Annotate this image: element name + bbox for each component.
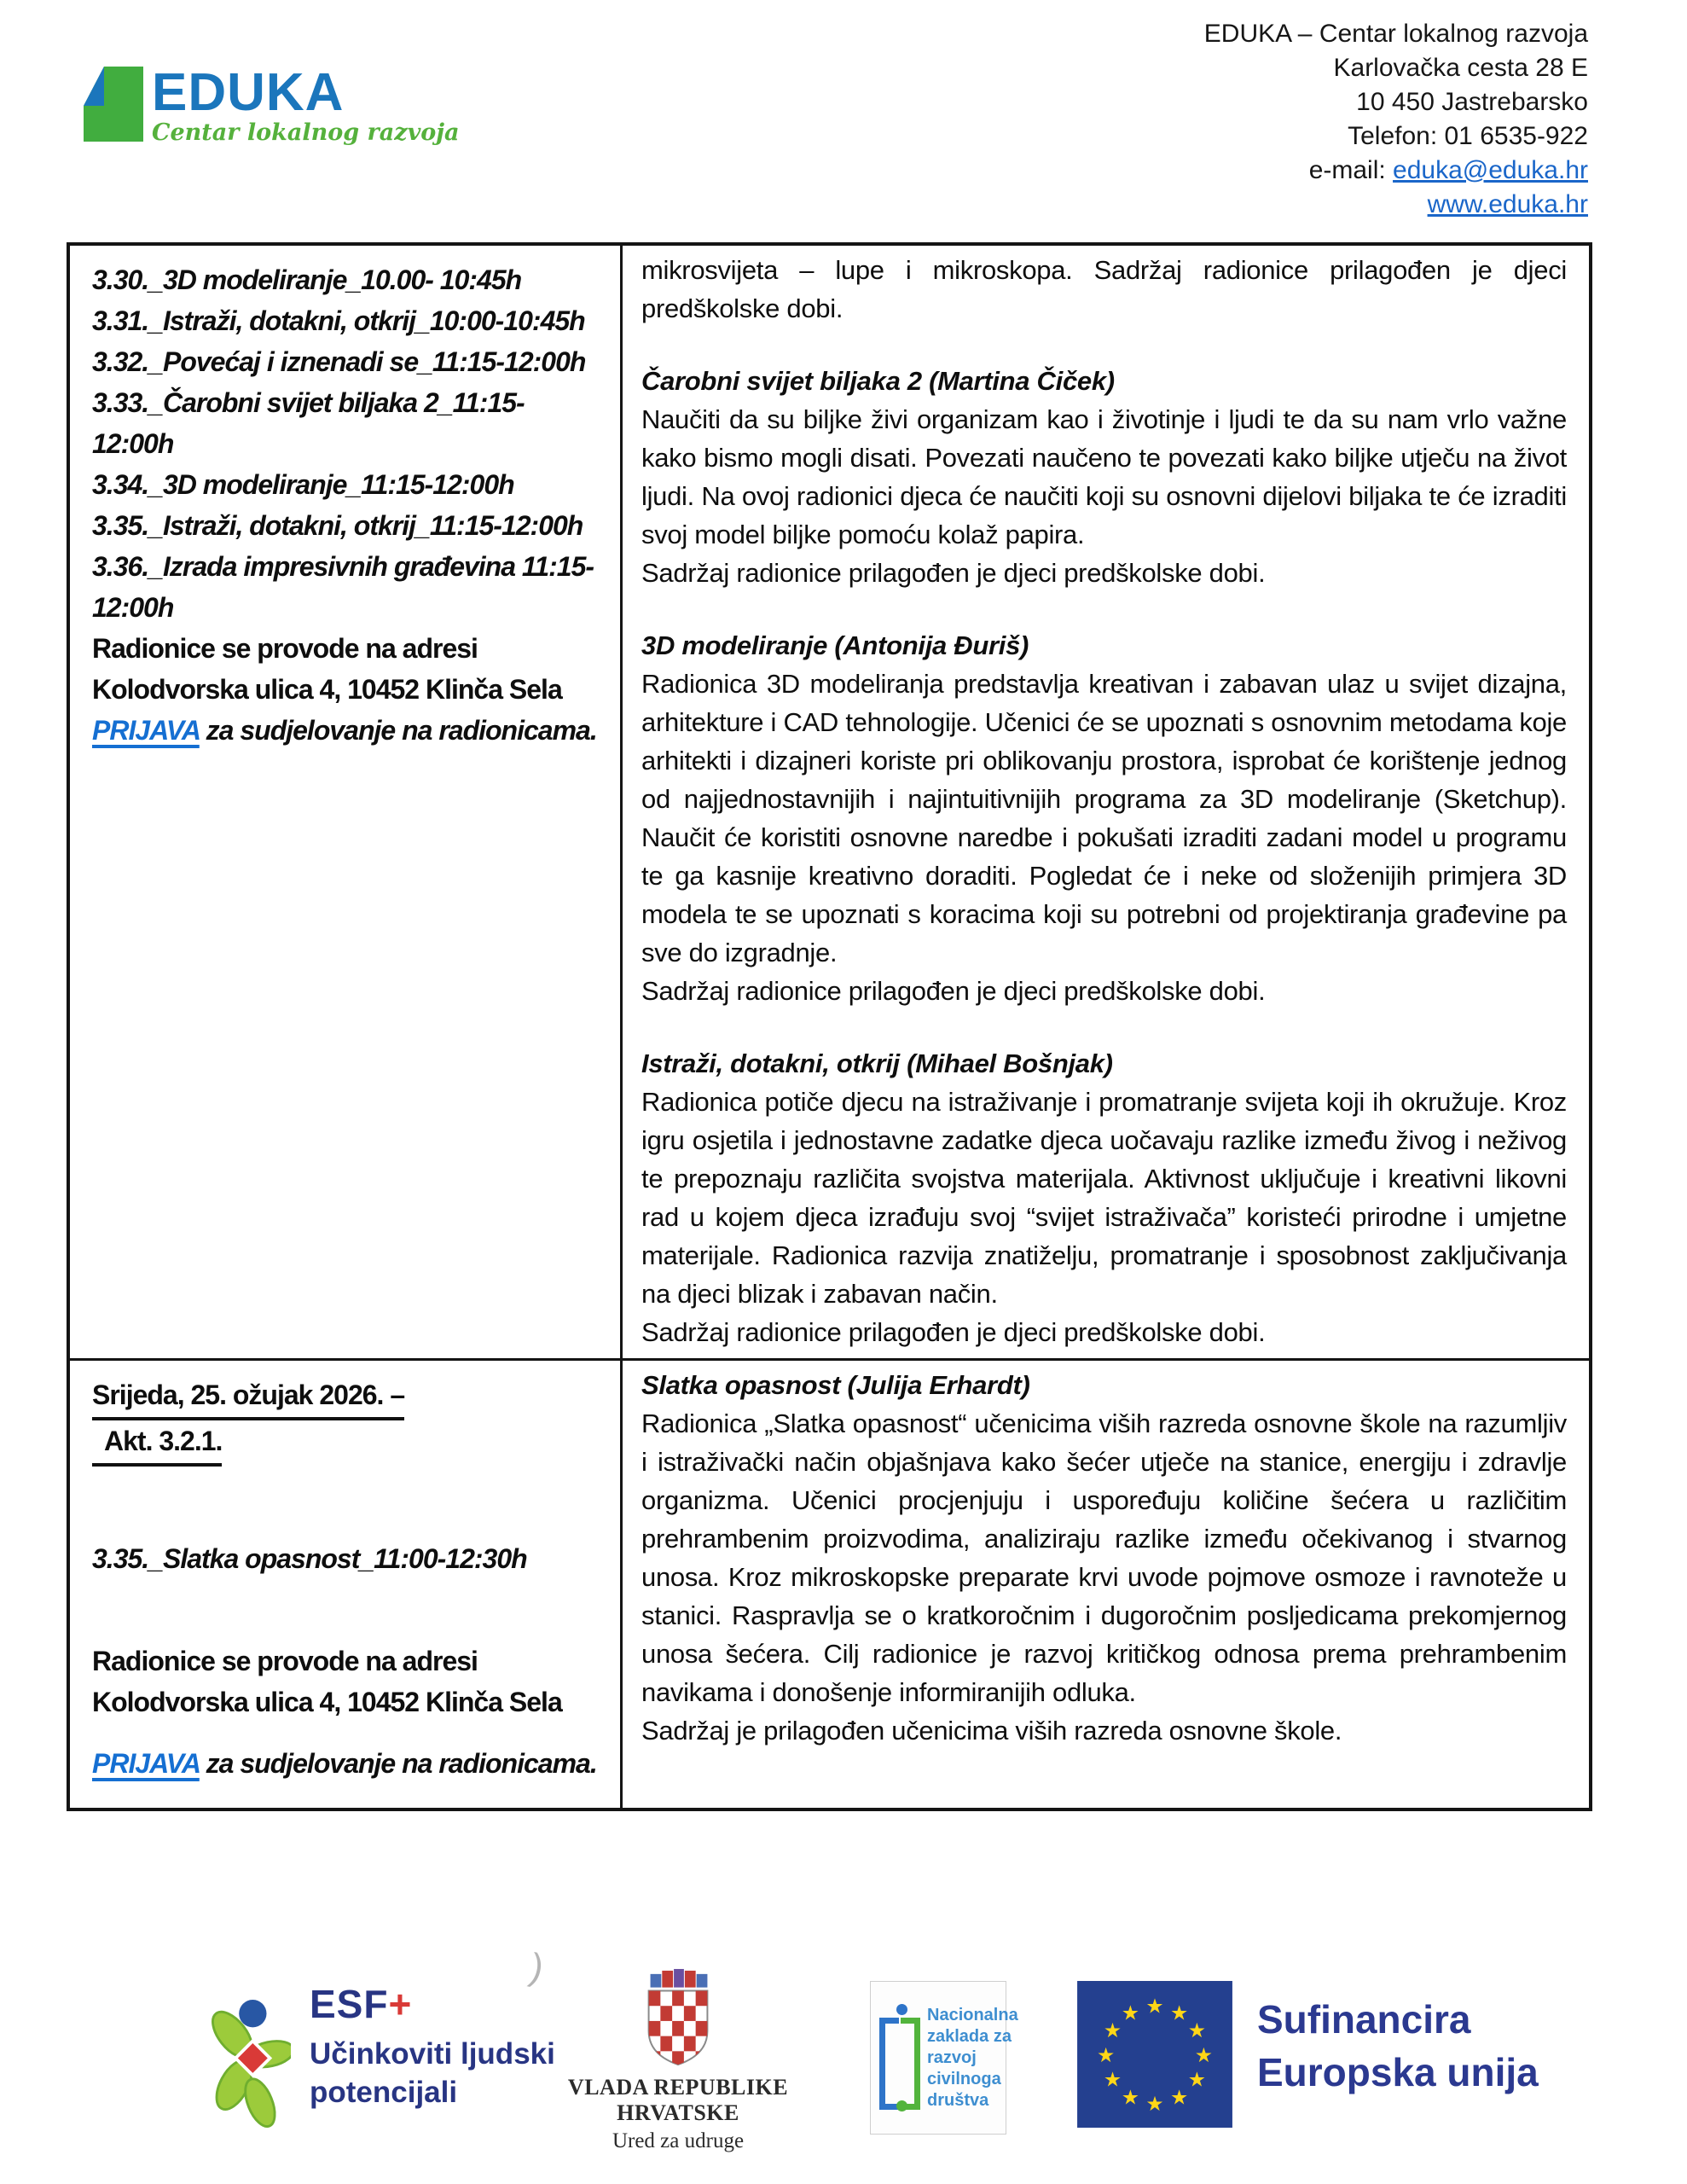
activity-code: Akt. 3.2.1. xyxy=(92,1420,222,1467)
description-cell-row1 xyxy=(623,246,1589,1358)
venue-line: Kolodvorska ulica 4, 10452 Klinča Sela xyxy=(92,674,562,705)
workshop-body: Radionica 3D modeliranja predstavlja kreativan i zabavan ulaz u svijet dizajna, arhitekture i CAD tehnologije. Učenici će se upoznati s osnovnim metodama koje arhitekti i dizajneri koriste pri oblikovanju prostora, isprobat će korištenje jednog od najjednostavnijih i najintuitivnijih programa za 3D modeliranje (Sketchup). Naučit će koristiti osnovne naredbe i pokušati izraditi zadani model u programu te ga kasnije kreativno doraditi. Pogledat će i neke od složenijih primjera 3D modela te se upoznati s koracima koji su potrebni od projektiranja građevine pa sve do izgradnje. xyxy=(641,669,1567,967)
svg-text:★: ★ xyxy=(1097,2042,1116,2067)
workshop-title: Istraži, dotakni, otkrij (Mihael Bošnjak) xyxy=(641,1048,1113,1078)
vlada-logo xyxy=(546,1967,810,2153)
eduka-logo-icon xyxy=(84,67,143,142)
prijava-link[interactable]: PRIJAVA xyxy=(92,715,200,746)
scan-artifact: ) xyxy=(526,1946,548,1989)
table-row xyxy=(70,1358,1589,1808)
svg-text:★: ★ xyxy=(1194,2042,1213,2067)
brackets-icon xyxy=(876,2002,925,2113)
schedule-item: 3.31._Istraži, dotakni, otkrij_10:00-10:45h xyxy=(92,305,585,336)
contact-web-line xyxy=(1204,188,1588,222)
schedule-cell-row1 xyxy=(70,246,623,1358)
prijava-link[interactable]: PRIJAVA xyxy=(92,1748,200,1779)
svg-text:★: ★ xyxy=(1121,2001,1139,2025)
contact-street: Karlovačka cesta 28 E xyxy=(1333,54,1588,82)
vlada-subtitle: Ured za udruge xyxy=(612,2129,745,2152)
esf-brand: ESF+ xyxy=(310,1982,413,2026)
svg-text:★: ★ xyxy=(1121,2085,1139,2110)
eu-flag-icon xyxy=(1076,1981,1233,2128)
signup-sentence xyxy=(92,1743,605,1784)
venue-line: Radionice se provode na adresi xyxy=(92,1646,478,1676)
contact-email-line xyxy=(1204,154,1588,188)
zaklada-line: razvoj xyxy=(927,2048,977,2067)
zaklada-logo xyxy=(870,1981,1018,2135)
eduka-logo xyxy=(84,63,460,146)
esf-plus: + xyxy=(388,1982,413,2026)
eduka-logo-tagline: Centar lokalnog razvoja xyxy=(152,119,460,146)
workshop-intro: mikrosvijeta – lupe i mikroskopa. Sadržaj radionice prilagođen je djeci predškolske dobi. xyxy=(641,255,1567,323)
workshop-body: Radionica „Slatka opasnost“ učenicima viših razreda osnovne škole na razumljiv i istraživački način objašnjava kako šećer utječe na stanice, energiju i zdravlje organizma. Učenici procjenjuju i uspoređuju količine šećera u različitim prehrambenim proizvodima, analiziraju razlike između očekivanog i stvarnog unosa. Kroz mikroskopske preparate krvi uvode pojmove osmoze i ravnoteže u stanici. Raspravlja se o kratkoročnim i dugoročnim posljedicama prekomjernog unosa šećera. Cilj radionice je razvoj kritičkog odnosa prema prehrambenim navikama i donošenje informiranijih odluka. xyxy=(641,1409,1567,1707)
schedule-item: 3.30._3D modeliranje_10.00- 10:45h xyxy=(92,264,522,295)
venue-block xyxy=(92,628,605,710)
schedule-item: 3.34._3D modeliranje_11:15-12:00h xyxy=(92,469,514,500)
contact-city: 10 450 Jastrebarsko xyxy=(1356,88,1588,116)
workshop-note: Sadržaj radionice prilagođen je djeci predškolske dobi. xyxy=(641,1317,1266,1347)
svg-text:★: ★ xyxy=(1103,2067,1122,2092)
svg-text:★: ★ xyxy=(1103,2018,1122,2043)
signup-rest: za sudjelovanje na radionicama. xyxy=(206,715,597,746)
vlada-title: VLADA REPUBLIKE HRVATSKE xyxy=(567,2075,789,2125)
svg-text:★: ★ xyxy=(1145,2092,1164,2117)
zaklada-line: Nacionalna xyxy=(927,2005,1018,2024)
svg-text:★: ★ xyxy=(1187,2067,1207,2092)
zaklada-line: civilnoga xyxy=(927,2069,1001,2088)
schedule-item: 3.35._Istraži, dotakni, otkrij_11:15-12:00h xyxy=(92,510,583,541)
schedule-item: 3.35._Slatka opasnost_11:00-12:30h xyxy=(92,1543,527,1574)
contact-phone: Telefon: 01 6535-922 xyxy=(1348,122,1588,150)
esf-tagline: Učinkoviti ljudski xyxy=(310,2037,555,2071)
svg-text:★: ★ xyxy=(1187,2018,1207,2043)
email-label: e-mail: xyxy=(1308,156,1386,184)
date-line: Srijeda, 25. ožujak 2026. – xyxy=(92,1374,404,1420)
schedule-cell-row2 xyxy=(70,1361,623,1808)
workshop-title: Čarobni svijet biljaka 2 (Martina Čiček) xyxy=(641,366,1115,396)
zaklada-line: zaklada za xyxy=(927,2026,1012,2046)
venue-block xyxy=(92,1641,605,1722)
workshop-note: Sadržaj je prilagođen učenicima viših razreda osnovne škole. xyxy=(641,1716,1342,1745)
eu-logo xyxy=(1076,1981,1539,2128)
svg-text:★: ★ xyxy=(1170,2001,1189,2025)
svg-text:★: ★ xyxy=(1145,1994,1164,2018)
svg-text:★: ★ xyxy=(1170,2085,1189,2110)
table-row xyxy=(70,246,1589,1358)
croatia-coat-of-arms-icon xyxy=(641,1967,715,2068)
workshop-title: 3D modeliranje (Antonija Đuriš) xyxy=(641,630,1029,660)
eu-union-line: Europska unija xyxy=(1257,2050,1539,2094)
contact-block xyxy=(1204,17,1588,222)
workshop-note: Sadržaj radionice prilagođen je djeci predškolske dobi. xyxy=(641,976,1266,1006)
venue-line: Kolodvorska ulica 4, 10452 Klinča Sela xyxy=(92,1687,562,1717)
schedule-item: 3.33._Čarobni svijet biljaka 2_11:15-12:00h xyxy=(92,387,525,459)
venue-line: Radionice se provode na adresi xyxy=(92,633,478,664)
website-link[interactable]: www.eduka.hr xyxy=(1427,190,1588,218)
workshop-body: Naučiti da su biljke živi organizam kao i životinje i ljudi te da su nam vrlo važne kako bismo mogli disati. Povezati naučeno te povezati kako biljke utječu na život ljudi. Na ovoj radionici djeca će naučiti koji su osnovni dijelovi biljaka te će izraditi svoj model biljke pomoću kolaž papira. xyxy=(641,404,1567,549)
description-cell-row2 xyxy=(623,1361,1589,1808)
workshop-body: Radionica potiče djecu na istraživanje i promatranje svijeta koji ih okružuje. Kroz igru osjetila i jednostavne zadatke djeca uočavaju razlike između živog i neživog te prepoznaju različita svojstva materijala. Aktivnost uključuje i kreativni likovni rad u kojem djeca izrađuju svoj “svijet istraživača” koristeći prirodne i umjetne materijale. Radionica razvija znatiželju, promatranje i sposobnost zaključivanja na djeci blizak i zabavan način. xyxy=(641,1087,1567,1309)
esf-tagline: potencijali xyxy=(310,2076,458,2109)
workshop-title: Slatka opasnost (Julija Erhardt) xyxy=(641,1370,1030,1400)
workshop-note: Sadržaj radionice prilagođen je djeci predškolske dobi. xyxy=(641,558,1266,588)
date-heading xyxy=(92,1374,605,1467)
esf-flower-icon xyxy=(210,1984,291,2130)
schedule-table xyxy=(67,242,1592,1811)
zaklada-line: društva xyxy=(927,2090,989,2110)
email-link[interactable]: eduka@eduka.hr xyxy=(1393,156,1588,184)
eu-cofinance-line: Sufinancira xyxy=(1257,1997,1471,2042)
esf-logo xyxy=(210,1984,555,2130)
signup-rest: za sudjelovanje na radionicama. xyxy=(206,1748,597,1779)
contact-org: EDUKA – Centar lokalnog razvoja xyxy=(1203,20,1588,48)
schedule-item: 3.36._Izrada impresivnih građevina 11:15-12:00h xyxy=(92,551,594,623)
eduka-logo-name: EDUKA xyxy=(152,63,345,122)
schedule-item: 3.32._Povećaj i iznenadi se_11:15-12:00h xyxy=(92,346,586,377)
signup-sentence xyxy=(92,710,605,751)
